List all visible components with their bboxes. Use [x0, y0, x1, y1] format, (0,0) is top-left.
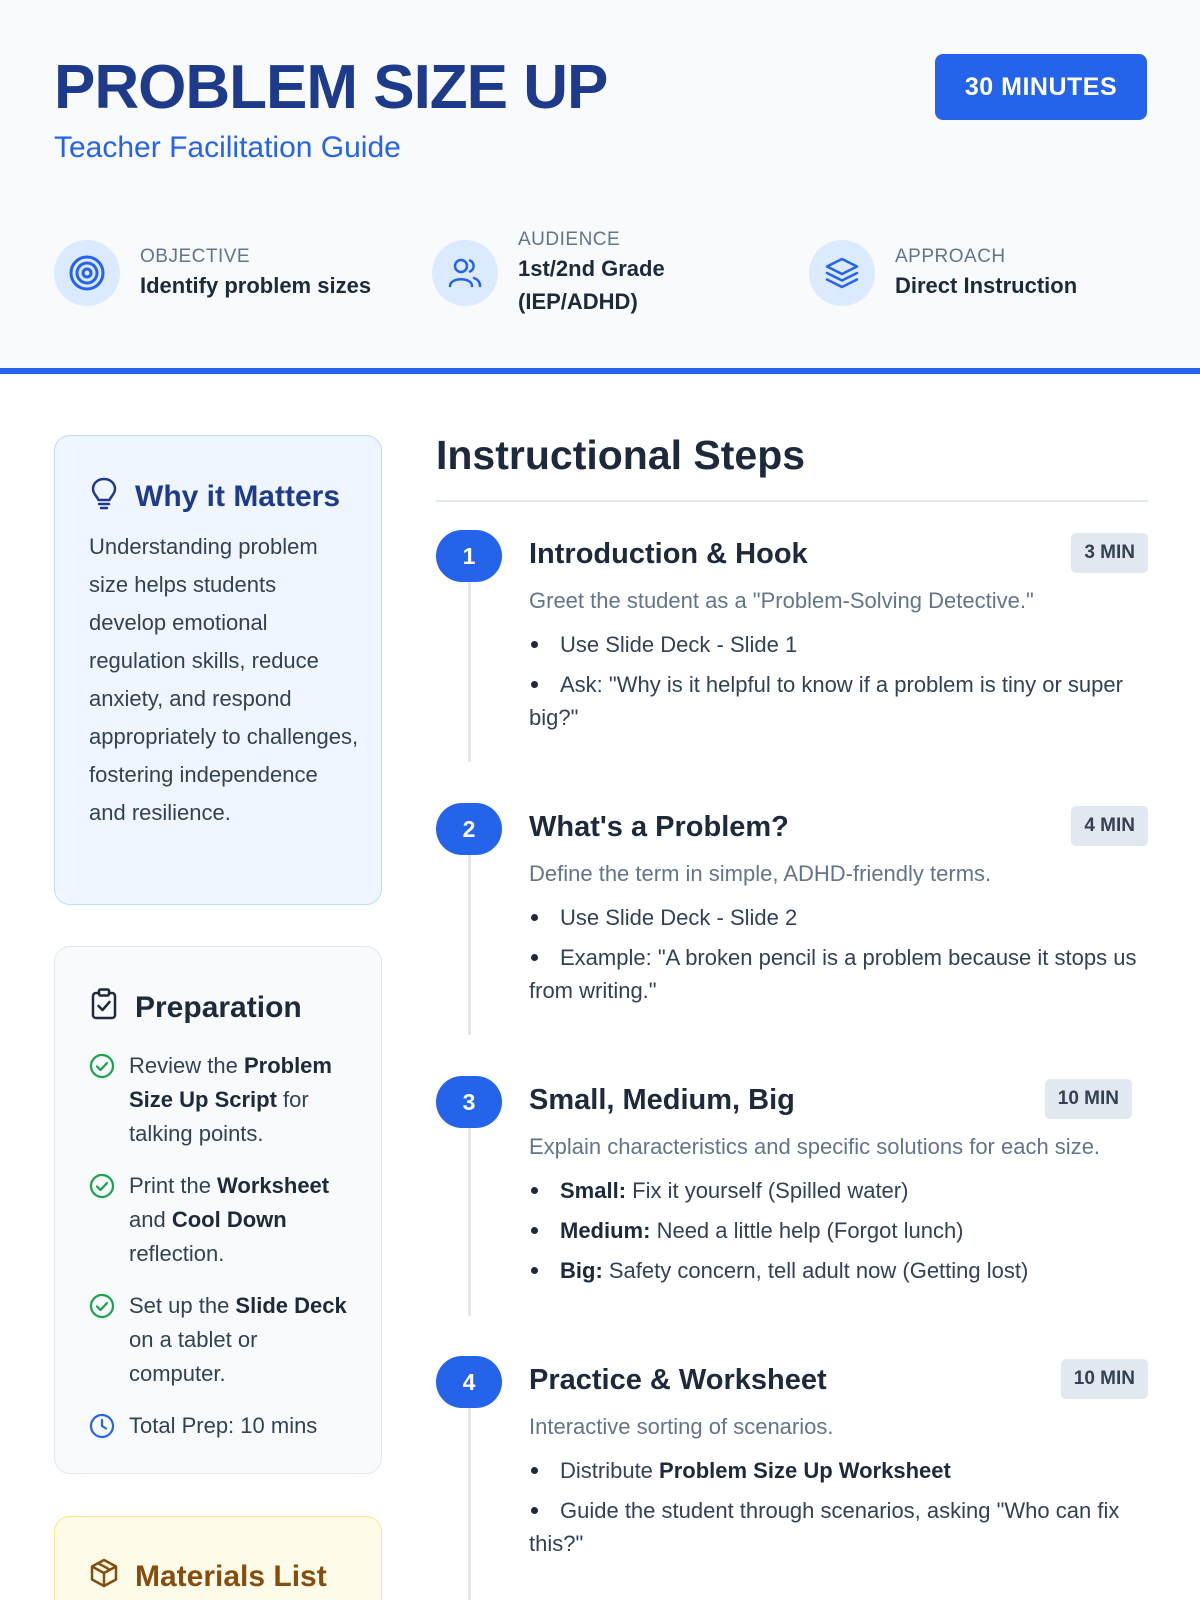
list-item: Medium: Need a little help (Forgot lunch)	[529, 1214, 1148, 1247]
step-number: 3	[436, 1076, 502, 1128]
step-time-badge: 4 MIN	[1071, 806, 1148, 846]
list-item: Distribute Problem Size Up Worksheet	[529, 1454, 1148, 1487]
why-text: Understanding problem size helps students develop emotional regulation skills, reduce anxiety, and respond appropriately to challenges, fostering independence and resilience.	[89, 534, 359, 825]
duration-badge: 30 MINUTES	[935, 54, 1147, 120]
step-description: Greet the student as a "Problem-Solving Detective."	[529, 588, 1034, 613]
step-rail	[468, 1128, 471, 1316]
meta-value: Direct Instruction	[895, 272, 1078, 298]
step-description: Define the term in simple, ADHD-friendly terms.	[529, 861, 992, 886]
steps-title: Instructional Steps	[436, 432, 806, 478]
meta-value-line1: 1st/2nd Grade	[518, 256, 665, 281]
step-description: Explain characteristics and specific solutions for each size.	[529, 1134, 1101, 1159]
step-time-badge: 10 MIN	[1045, 1079, 1132, 1119]
step-bullets	[529, 628, 1148, 741]
meta-objective	[54, 240, 371, 306]
clipboard-check-icon	[89, 987, 135, 1029]
list-item	[89, 1409, 359, 1449]
step-rail	[468, 855, 471, 1035]
list-item: Review the Problem Size Up Script for talking points.	[89, 1049, 359, 1151]
list-item: Small: Fix it yourself (Spilled water)	[529, 1174, 1148, 1207]
preparation-title: Preparation	[89, 987, 302, 1029]
list-item: Print the Worksheet and Cool Down reflection.	[89, 1169, 359, 1271]
step-2	[436, 803, 1148, 1035]
why-card	[54, 435, 382, 905]
list-item: Ask: "Why is it helpful to know if a problem is tiny or super big?"	[529, 672, 1123, 730]
step-bullets	[529, 901, 1148, 1014]
step-number: 1	[436, 530, 502, 582]
list-item: Use Slide Deck - Slide 2	[529, 901, 1148, 934]
why-title: Why it Matters	[89, 476, 340, 518]
step-3	[436, 1076, 1148, 1316]
preparation-list	[89, 1049, 359, 1467]
target-icon	[54, 240, 120, 306]
meta-label: AUDIENCE	[518, 229, 621, 250]
list-item: Set up the Slide Deck on a tablet or computer.	[89, 1289, 359, 1391]
step-name: Introduction & Hook	[529, 538, 808, 570]
page-subtitle: Teacher Facilitation Guide	[54, 131, 401, 164]
list-item: Guide the student through scenarios, asking "Who can fix this?"	[529, 1498, 1120, 1556]
users-icon	[432, 240, 498, 306]
step-bullets	[529, 1454, 1148, 1567]
step-4	[436, 1356, 1148, 1600]
preparation-card	[54, 946, 382, 1474]
divider	[436, 500, 1148, 502]
layers-icon	[809, 240, 875, 306]
clock-icon	[89, 1413, 115, 1449]
step-number: 2	[436, 803, 502, 855]
meta-value: Identify problem sizes	[140, 272, 372, 298]
step-name: Practice & Worksheet	[529, 1364, 827, 1396]
materials-title: Materials List	[89, 1557, 327, 1597]
materials-card	[54, 1516, 382, 1600]
step-name: Small, Medium, Big	[529, 1084, 795, 1116]
meta-audience	[432, 228, 665, 318]
package-icon	[89, 1557, 135, 1597]
header	[0, 0, 1200, 374]
meta-label: OBJECTIVE	[140, 245, 251, 267]
step-time-badge: 10 MIN	[1061, 1359, 1148, 1399]
meta-value-line2: (IEP/ADHD)	[518, 289, 638, 314]
list-item: Big: Safety concern, tell adult now (Getting lost)	[529, 1254, 1148, 1287]
step-name: What's a Problem?	[529, 811, 789, 843]
step-rail	[468, 1408, 471, 1600]
list-item: Use Slide Deck - Slide 1	[529, 628, 1148, 661]
check-circle-icon	[89, 1053, 115, 1089]
page-title: PROBLEM SIZE UP	[54, 53, 608, 122]
step-time-badge: 3 MIN	[1071, 533, 1148, 573]
step-description: Interactive sorting of scenarios.	[529, 1414, 834, 1439]
meta-approach	[809, 240, 1077, 306]
check-circle-icon	[89, 1293, 115, 1329]
meta-label: APPROACH	[895, 245, 1006, 267]
step-1	[436, 530, 1148, 762]
check-circle-icon	[89, 1173, 115, 1209]
step-bullets	[529, 1174, 1148, 1294]
step-rail	[468, 582, 471, 762]
step-number: 4	[436, 1356, 502, 1408]
lightbulb-icon	[89, 476, 135, 518]
total-prep: Total Prep: 10 mins	[129, 1413, 318, 1438]
list-item: Example: "A broken pencil is a problem because it stops us from writing."	[529, 945, 1137, 1003]
